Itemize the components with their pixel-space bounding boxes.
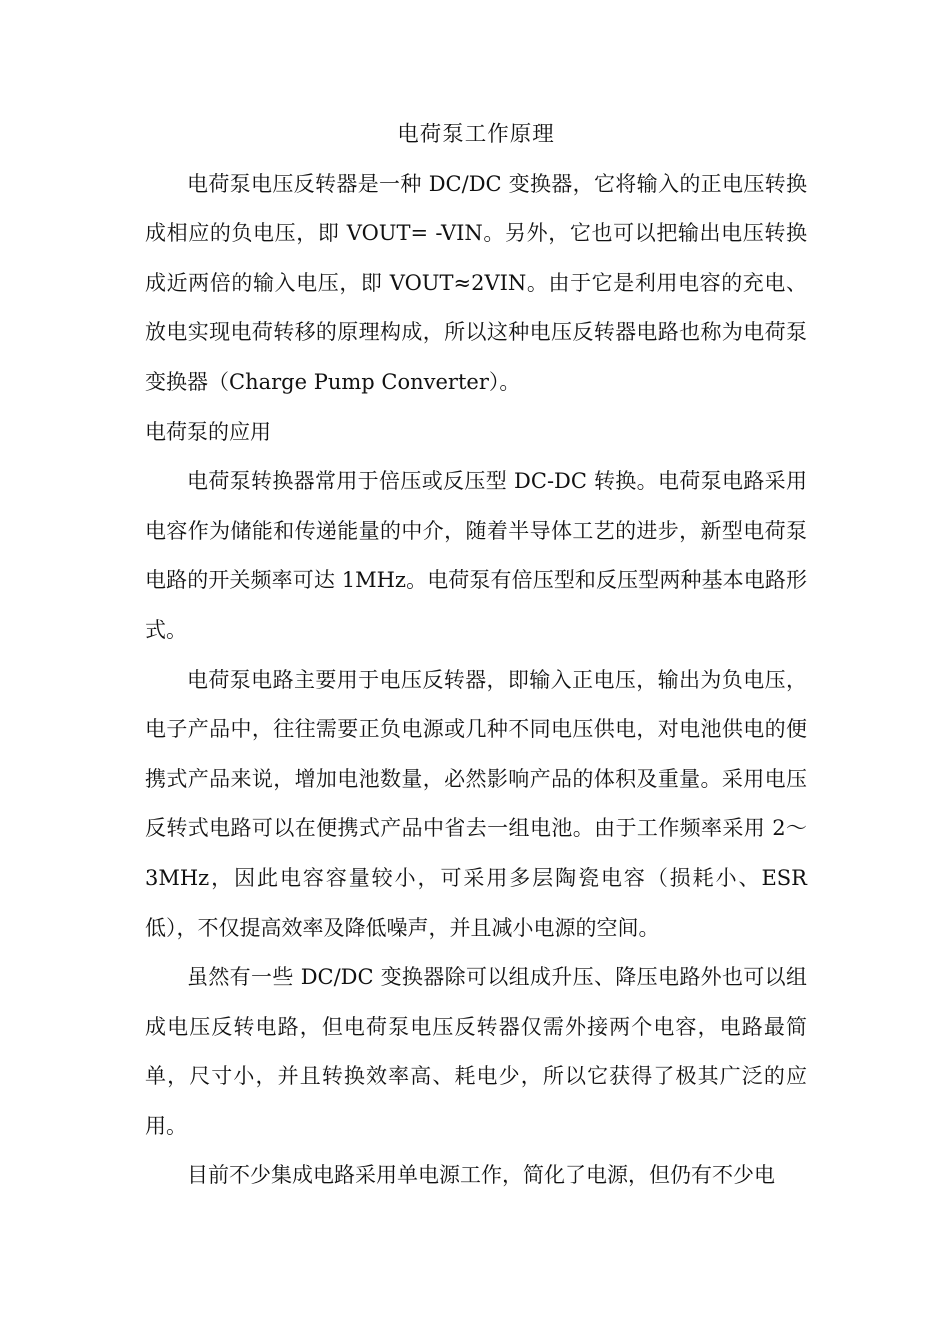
paragraph-voltage-inverter: 电荷泵电路主要用于电压反转器，即输入正电压，输出为负电压，电子产品中，往往需要正负电源或几种不同电压供电，对电池供电的便携式产品来说，增加电池数量，必然影响产品的体积及重量。采用电压反转式电路可以在便携式产品中省去一组电池。由于工作频率采用 2～3MHz，因此电容容量较小，可采用多层陶瓷电容（损耗小、ESR 低），不仅提高效率及降低噪声，并且减小电源的空间。	[145, 667, 807, 940]
page-title: 电荷泵工作原理	[397, 122, 555, 147]
paragraph-single-supply: 目前不少集成电路采用单电源工作，简化了电源，但仍有不少电	[187, 1163, 775, 1188]
document-body	[145, 110, 807, 1201]
section-heading-applications: 电荷泵的应用	[145, 419, 271, 444]
paragraph-intro: 电荷泵电压反转器是一种 DC/DC 变换器，它将输入的正电压转换成相应的负电压，即 VOUT= -VIN。另外，它也可以把输出电压转换成近两倍的输入电压，即 VOUT≈2VIN。由于它是利用电容的充电、放电实现电荷转移的原理构成，所以这种电压反转器电路也称为电荷泵变换器（Charge Pump Converter）。	[145, 171, 807, 394]
paragraph-dcdc-comparison: 虽然有一些 DC/DC 变换器除可以组成升压、降压电路外也可以组成电压反转电路，但电荷泵电压反转器仅需外接两个电容，电路最简单，尺寸小，并且转换效率高、耗电少，所以它获得了极其广泛的应用。	[145, 965, 807, 1138]
paragraph-applications: 电荷泵转换器常用于倍压或反压型 DC-DC 转换。电荷泵电路采用电容作为储能和传递能量的中介，随着半导体工艺的进步，新型电荷泵电路的开关频率可达 1MHz。电荷泵有倍压型和反压型两种基本电路形式。	[145, 469, 807, 642]
